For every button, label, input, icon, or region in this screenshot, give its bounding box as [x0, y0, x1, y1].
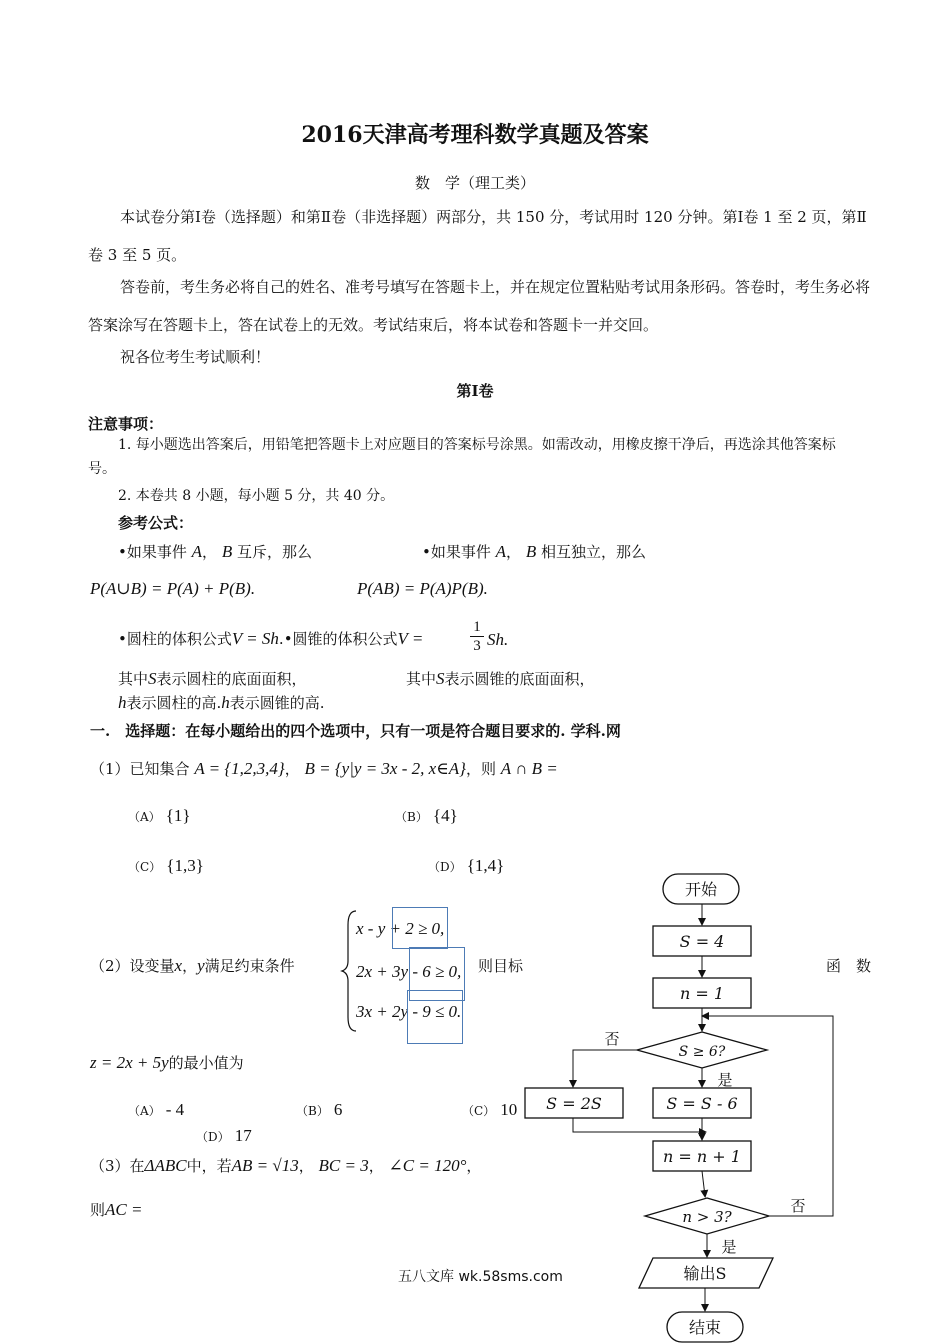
- cone-s-desc: 表示圆锥的底面面积，: [444, 670, 595, 688]
- q3-end: ，: [466, 1157, 482, 1175]
- q1-option-a[interactable]: （A） {1}: [128, 806, 191, 825]
- q3-ask: AC =: [105, 1200, 143, 1219]
- q3-angle: ∠C = 120°: [388, 1156, 467, 1175]
- question-3: [90, 1155, 481, 1176]
- q3-sep: ，: [368, 1157, 384, 1175]
- cone-s-pre: 其中: [406, 670, 437, 688]
- cone-fraction: [470, 618, 484, 655]
- q2-target-2: 函 数: [826, 957, 872, 975]
- q3-ask-pre: 则: [90, 1201, 106, 1219]
- q1-then: ，则: [465, 760, 496, 778]
- q1-option-b[interactable]: （B） {4}: [395, 806, 458, 825]
- yes2-label: 是: [721, 1238, 737, 1256]
- start-label: 开始: [684, 880, 718, 899]
- annotation-box-3: [407, 990, 463, 1044]
- fraction-numerator: 1: [473, 619, 481, 635]
- intro-paragraph-3: 祝各位考生考试顺利！: [120, 348, 271, 366]
- event-a: A: [191, 542, 203, 561]
- intro-paragraph-1: 本试卷分第Ⅰ卷（选择题）和第Ⅱ卷（非选择题）两部分，共 150 分，考试用时 120 分钟。第Ⅰ卷 1 至 2 页，第Ⅱ卷 3 至 5 页。: [88, 208, 867, 264]
- q2-var-y: y: [197, 956, 205, 975]
- q2-var-x: x: [174, 956, 183, 975]
- cone-h-desc: 表示圆锥的高.: [229, 694, 325, 712]
- cond1-label: S ≥ 6?: [678, 1044, 726, 1060]
- end-label: 结束: [688, 1318, 722, 1337]
- cyl-s-desc: 表示圆柱的底面面积，: [156, 670, 307, 688]
- section-heading: 一. 选择题：在每小题给出的四个选项中，只有一项是符合题目要求的. 学科.网: [90, 722, 621, 740]
- inc-label: n = n + 1: [663, 1147, 741, 1166]
- comma: ，: [506, 543, 522, 561]
- h-var: h: [118, 693, 127, 712]
- q2-option-b[interactable]: （B） 6: [296, 1100, 343, 1119]
- q2-number: （2）设变量: [90, 957, 175, 975]
- q1-set-b: B = {y|y = 3x - 2, x∈A}: [304, 759, 466, 778]
- indep-suffix: 相互独立，那么: [541, 543, 647, 561]
- q3-ab: AB = √13: [231, 1156, 299, 1175]
- event-b: B: [525, 542, 537, 561]
- yes1-label: 是: [717, 1071, 733, 1089]
- flowchart: [515, 860, 855, 1344]
- cyl-s-pre: 其中: [118, 670, 149, 688]
- union-formula: P(A∪B) = P(A) + P(B).: [90, 579, 256, 598]
- question-2: [90, 955, 295, 976]
- constraint-3: 3x + 2y - 9 ≤ 0.: [356, 1002, 462, 1021]
- indep-text: •如果事件: [422, 543, 491, 561]
- q2-option-c[interactable]: （C） 10: [462, 1100, 518, 1119]
- q1-expr: A ∩ B =: [500, 759, 558, 778]
- cone-lhs: V =: [397, 629, 424, 648]
- q1-number: （1）已知集合: [90, 760, 190, 778]
- volume-line: [118, 628, 423, 649]
- q1-option-c[interactable]: （C） {1,3}: [128, 856, 204, 875]
- h-var-2: h: [221, 693, 230, 712]
- product-formula: P(AB) = P(A)P(B).: [357, 579, 488, 598]
- note-2: 2. 本卷共 8 小题，每小题 5 分，共 40 分。: [118, 488, 395, 504]
- event-b: B: [221, 542, 233, 561]
- q3-sep: ，: [298, 1157, 314, 1175]
- q2-ask: 的最小值为: [168, 1054, 244, 1072]
- mutex-suffix: 互斥，那么: [237, 543, 313, 561]
- q2-sep: ，: [182, 957, 198, 975]
- q2-option-d[interactable]: （D） 17: [196, 1126, 252, 1145]
- page-title: 2016天津高考理科数学真题及答案: [301, 122, 649, 148]
- left-box-label: S = 2S: [546, 1094, 602, 1113]
- no2-label: 否: [790, 1197, 806, 1215]
- h-line: [118, 692, 325, 713]
- q3-ask-line: [90, 1199, 142, 1220]
- q2-target: 则目标: [478, 957, 524, 975]
- right-box-label: S = S - 6: [666, 1094, 738, 1113]
- notes-heading: 注意事项：: [88, 415, 164, 433]
- init-n-label: n = 1: [679, 984, 725, 1003]
- q1-option-d[interactable]: （D） {1,4}: [428, 856, 505, 875]
- q1-set-a: A = {1,2,3,4}: [194, 759, 285, 778]
- q2-objective: z = 2x + 5y: [90, 1053, 169, 1072]
- cyl-text: •圆柱的体积公式: [118, 630, 232, 648]
- page-subtitle: 数 学（理工类）: [414, 174, 535, 192]
- question-1: [90, 758, 558, 779]
- cyl-s-var: S: [148, 669, 157, 688]
- cyl-h-desc: 表示圆柱的高.: [126, 694, 222, 712]
- output-label: 输出S: [683, 1264, 727, 1283]
- indep-line: [422, 541, 646, 562]
- constraint-2: 2x + 3y - 6 ≥ 0,: [356, 962, 462, 981]
- no1-label: 否: [604, 1030, 620, 1048]
- cone-s-line: [406, 668, 595, 689]
- annotation-box-1: [392, 907, 448, 949]
- cone-s-var: S: [436, 669, 445, 688]
- q1-comma: ，: [284, 760, 300, 778]
- cone-rhs: Sh.: [487, 630, 509, 649]
- note-1: 1. 每小题选出答案后，用铅笔把答题卡上对应题目的答案标号涂黑。如需改动，用橡皮擦干净后，再选涂其他答案标号。: [88, 437, 836, 477]
- q3-number: （3）在: [90, 1157, 145, 1175]
- comma: ，: [202, 543, 218, 561]
- mutex-line: [118, 541, 312, 562]
- q3-bc: BC = 3: [318, 1156, 369, 1175]
- constraint-1: x - y + 2 ≥ 0,: [356, 919, 445, 938]
- formula-heading: 参考公式：: [118, 514, 194, 532]
- cyl-formula: V = Sh: [231, 629, 279, 648]
- section-title: 第Ⅰ卷: [456, 382, 494, 400]
- cyl-s-line: [118, 668, 307, 689]
- cone-text: .•圆锥的体积公式: [278, 630, 398, 648]
- q2-option-a[interactable]: （A） - 4: [128, 1100, 185, 1119]
- q3-triangle: ΔABC: [144, 1156, 187, 1175]
- q3-mid: 中，若: [186, 1157, 232, 1175]
- intro-paragraph-2: 答卷前，考生务必将自己的姓名、准考号填写在答题卡上，并在规定位置粘贴考试用条形码。答卷时，考生务必将答案涂写在答题卡上，答在试卷上的无效。考试结束后，将本试卷和答题卡一并交回。: [88, 278, 871, 334]
- mutex-text: •如果事件: [118, 543, 187, 561]
- footer-watermark: 五八文库 wk.58sms.com: [398, 1269, 563, 1285]
- fraction-denominator: 3: [473, 638, 481, 654]
- init-s-label: S = 4: [679, 932, 725, 951]
- q2-objective-line: [90, 1052, 244, 1073]
- cond2-label: n > 3?: [682, 1208, 732, 1226]
- event-a: A: [495, 542, 507, 561]
- q2-desc: 满足约束条件: [204, 957, 295, 975]
